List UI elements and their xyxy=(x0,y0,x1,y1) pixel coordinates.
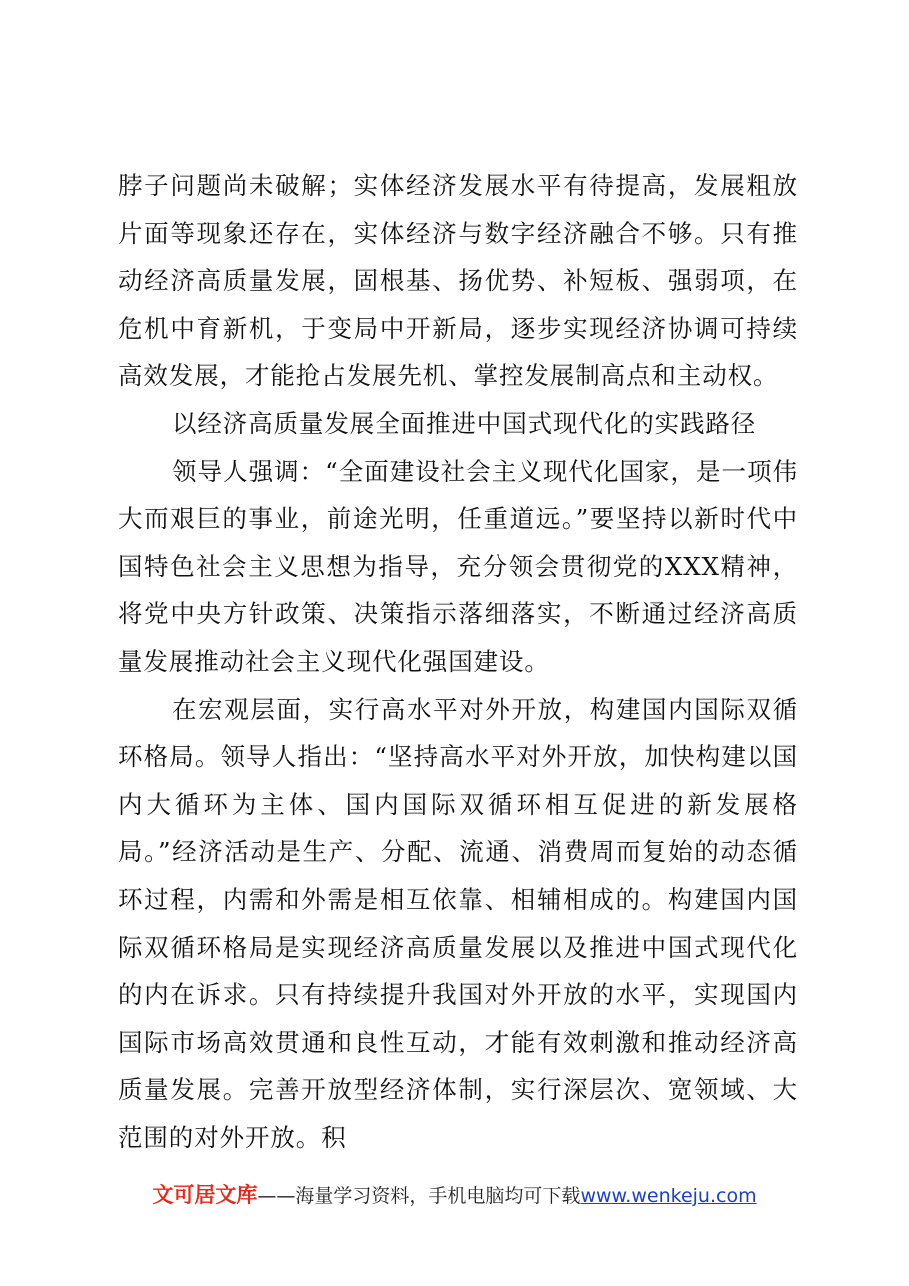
document-body xyxy=(118,162,798,1161)
footer-separator: —— xyxy=(257,1185,296,1207)
footer-banner xyxy=(0,1180,909,1211)
paragraph-leader-quote: 领导人强调：“全面建设社会主义现代化国家，是一项伟大而艰巨的事业，前途光明，任重道远。”要坚持以新时代中国特色社会主义思想为指导，充分领会贯彻党的XXX精神，将党中央方针政策、决策指示落细落实，不断通过经济高质量发展推动社会主义现代化强国建设。 xyxy=(118,456,798,676)
footer-brand: 文可居文库 xyxy=(152,1183,258,1207)
paragraph-macro-level: 在宏观层面，实行高水平对外开放，构建国内国际双循环格局。领导人指出：“坚持高水平对外开放，加快构建以国内大循环为主体、国内国际双循环相互促进的新发展格局。”经济活动是生产、分配、流通、消费周而复始的动态循环过程，内需和外需是相互依靠、相辅相成的。构建国内国际双循环格局是实现经济高质量发展以及推进中国式现代化的内在诉求。只有持续提升我国对外开放的水平，实现国内国际市场高效贯通和良性互动，才能有效刺激和推动经济高质量发展。完善开放型经济体制，实行深层次、宽领域、大范围的对外开放。积 xyxy=(118,694,798,1152)
footer-tagline: 海量学习资料，手机电脑均可下载 xyxy=(295,1185,581,1207)
paragraph-continuation: 脖子问题尚未破解；实体经济发展水平有待提高，发展粗放片面等现象还存在，实体经济与数字经济融合不够。只有推动经济高质量发展，固根基、扬优势、补短板、强弱项，在危机中育新机，于变局中开新局，逐步实现经济协调可持续高效发展，才能抢占发展先机、掌控发展制高点和主动权。 xyxy=(118,171,798,391)
section-heading: 以经济高质量发展全面推进中国式现代化的实践路径 xyxy=(172,408,757,438)
footer-website-link[interactable]: www.wenkeju.com xyxy=(580,1185,757,1207)
